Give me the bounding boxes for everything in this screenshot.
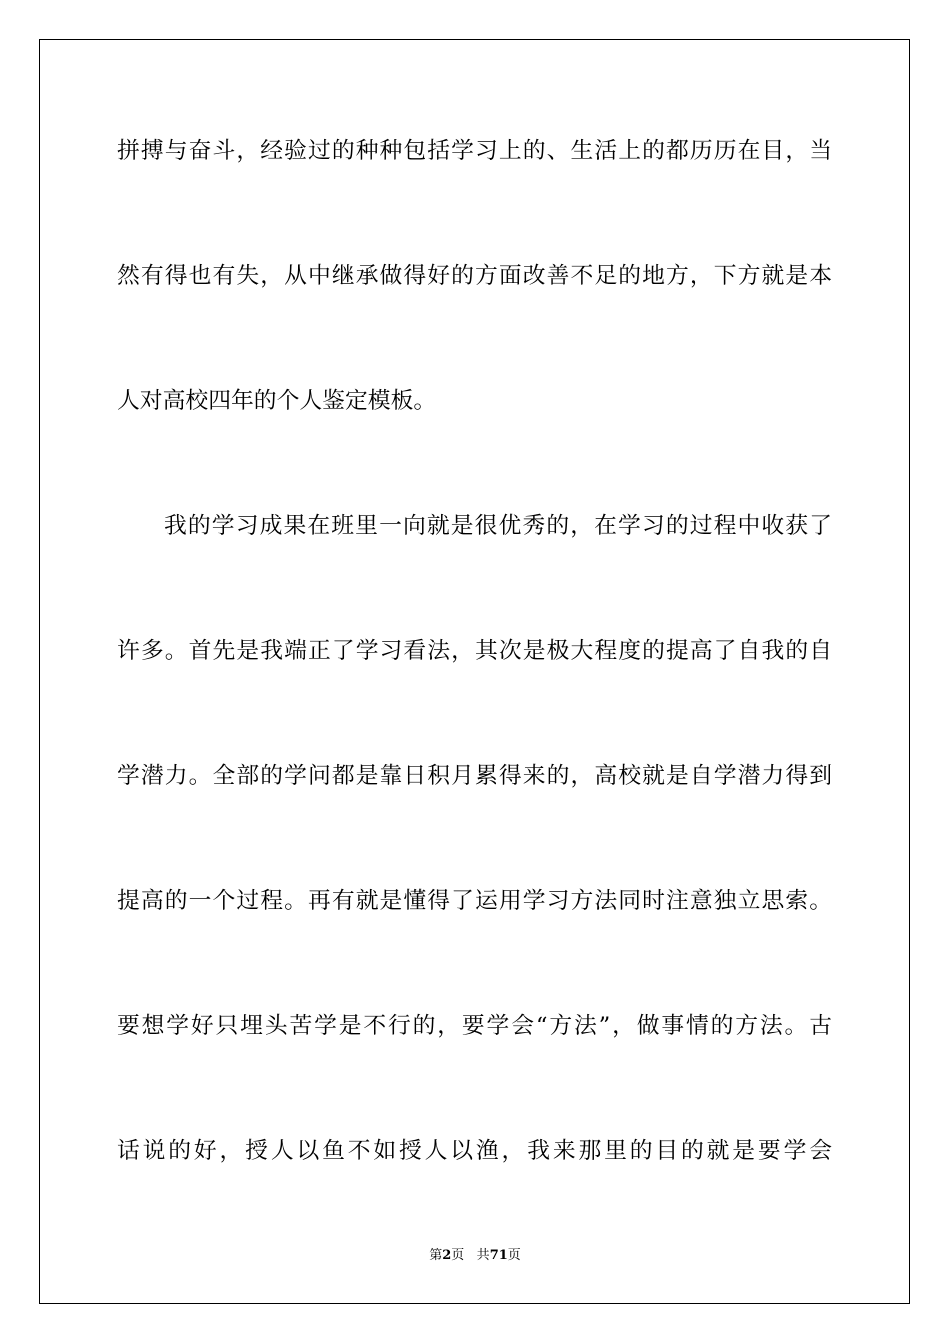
text-line-9: 话说的好，授人以鱼不如授人以渔，我来那里的目的就是要学会 [117, 1138, 832, 1164]
page-footer [0, 1247, 950, 1265]
text-line-1: 拼搏与奋斗，经验过的种种包括学习上的、生活上的都历历在目，当 [117, 138, 832, 164]
text-line-4: 我的学习成果在班里一向就是很优秀的，在学习的过程中收获了 [164, 513, 832, 539]
page-suffix: 页 [451, 1248, 465, 1263]
total-prefix: 共 [476, 1248, 490, 1263]
text-line-8: 要想学好只埋头苦学是不行的，要学会“方法”，做事情的方法。古 [117, 1013, 832, 1039]
text-line-5: 许多。首先是我端正了学习看法，其次是极大程度的提高了自我的自 [117, 638, 832, 664]
page-total: 71 [489, 1248, 508, 1263]
text-line-7: 提高的一个过程。再有就是懂得了运用学习方法同时注意独立思索。 [117, 888, 832, 914]
text-line-6: 学潜力。全部的学问都是靠日积月累得来的，高校就是自学潜力得到 [117, 763, 832, 789]
page-prefix: 第 [429, 1248, 443, 1263]
page-current: 2 [442, 1248, 452, 1263]
text-line-3: 人对高校四年的个人鉴定模板。 [117, 388, 437, 414]
text-line-2: 然有得也有失，从中继承做得好的方面改善不足的地方，下方就是本 [117, 263, 832, 289]
page-border [39, 39, 910, 1304]
total-suffix: 页 [507, 1248, 521, 1263]
